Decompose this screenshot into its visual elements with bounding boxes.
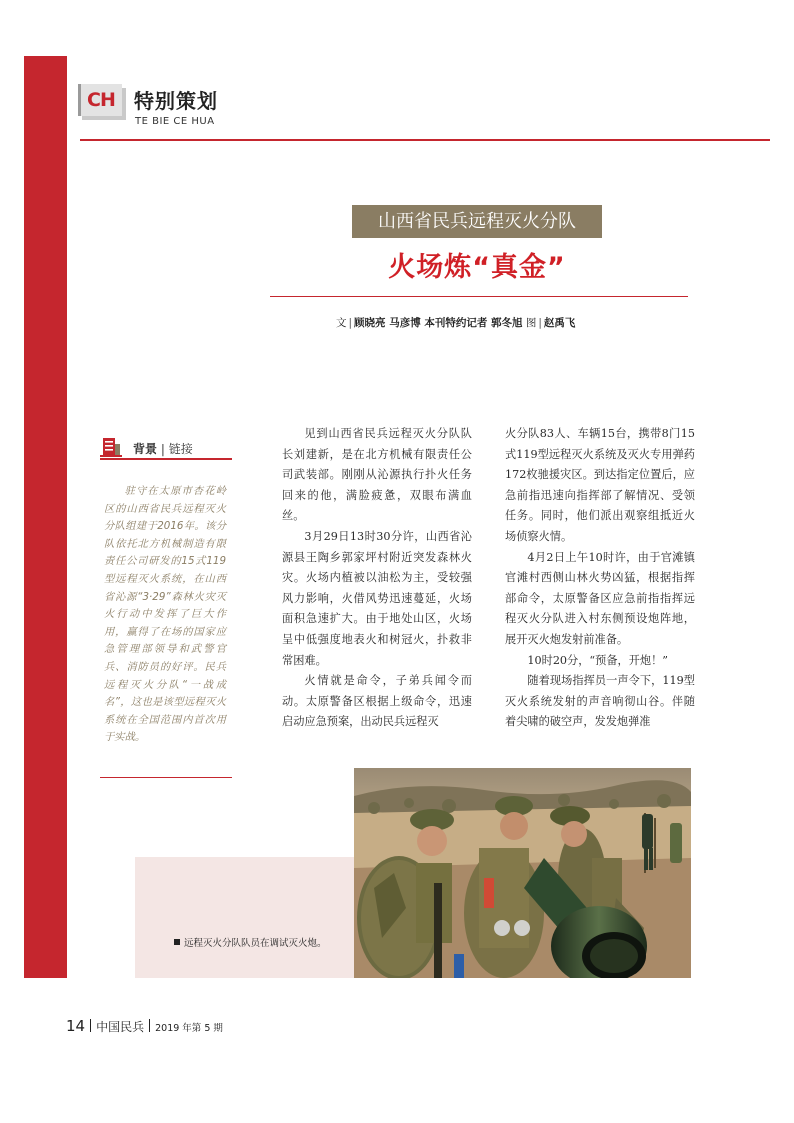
- background-rule: [100, 458, 232, 460]
- body-column-2: [505, 424, 695, 733]
- byline-photographer: 赵禹飞: [543, 317, 576, 329]
- article-headline: 火场炼“真金”: [388, 252, 566, 283]
- document-icon: [100, 437, 122, 457]
- ch-logo-icon: [78, 84, 126, 120]
- paragraph: 火情就是命令，子弟兵闻令而动。太原警备区根据上级命令，迅速启动应急预案，出动民兵远程灭: [282, 674, 472, 729]
- body-column-1: [282, 424, 472, 733]
- paragraph: 10时20分，“预备，开炮！”: [527, 653, 668, 667]
- background-title-a: 背景: [133, 442, 158, 456]
- section-title: 特别策划: [134, 89, 218, 113]
- header-rule: [80, 139, 770, 141]
- background-title-b: 链接: [168, 442, 193, 456]
- background-rule-bottom: [100, 777, 232, 778]
- page-footer: [66, 1016, 223, 1035]
- byline-wen-label: 文: [336, 317, 347, 329]
- square-bullet-icon: [174, 939, 180, 945]
- photo-caption: [174, 935, 327, 949]
- background-box-header: 背景 | 链接: [100, 437, 232, 459]
- page-number: 14: [66, 1017, 86, 1035]
- paragraph: 3月29日13时30分许，山西省沁源县王陶乡郭家坪村附近突发森林火灾。火场内植被以油松为主，受较强风力影响，火借风势迅速蔓延，火场面积急速扩大。由于地处山区，火场呈中低强度地表火和树冠火，扑救非常困难。: [282, 529, 472, 667]
- caption-text: 远程灭火分队队员在调试灭火炮。: [184, 938, 327, 949]
- byline: 文 | 顾晓亮 马彦博 本刊特约记者 郭冬旭 图 | 赵禹飞: [336, 317, 576, 329]
- paragraph: 见到山西省民兵远程灭火分队队长刘建新，是在北方机械有限责任公司武装部。刚刚从沁源执行扑火任务回来的他，满脸疲惫，双眼布满血丝。: [282, 427, 472, 523]
- byline-tu-label: 图: [525, 317, 537, 329]
- background-text: 驻守在太原市杏花岭区的山西省民兵远程灭火分队组建于2016年。该分队依托北方机械制造有限责任公司研发的15式119型远程灭火系统，在山西省沁源“3·29”森林火灾灭火行动中发挥了巨大作用，赢得了在场的国家应急管理部领导和武警官兵、消防员的好评。民兵远程灭火分队“一战成名”，这也是该型远程灭火系统在全国范围内首次用于实战。: [104, 485, 226, 744]
- paragraph: 随着现场指挥员一声令下，119型灭火系统发射的声音响彻山谷。伴随着尖啸的破空声，发发炮弹准: [505, 674, 695, 729]
- issue-info: 2019 年第 5 期: [155, 1023, 223, 1034]
- photo-soldiers-fire-cannon: [354, 768, 691, 978]
- byline-authors: 顾晓亮 马彦博 本刊特约记者 郭冬旭: [354, 317, 523, 329]
- magazine-name: 中国民兵: [96, 1020, 145, 1034]
- paragraph: 4月2日上午10时许，由于官滩镇官滩村西侧山林火势凶猛，根据指挥部命令，太原警备区应急前指指挥远程灭火分队进入村东侧预设炮阵地，展开灭火炮发射前准备。: [505, 550, 695, 646]
- caption-box: [135, 857, 363, 978]
- section-subtitle: TE BIE CE HUA: [135, 116, 215, 127]
- logo-text: CH: [87, 89, 115, 111]
- article-kicker: 山西省民兵远程灭火分队: [352, 205, 602, 238]
- paragraph-continued: 火分队83人、车辆15台，携带8门15式119型远程灭火系统及灭火专用弹药172枚驰援灾区。到达指定位置后，应急前指迅速向指挥部了解情况、受领任务。同时，他们派出观察组抵近火场侦察火情。: [505, 427, 695, 543]
- side-color-bar: [24, 56, 67, 978]
- headline-rule: [270, 296, 688, 297]
